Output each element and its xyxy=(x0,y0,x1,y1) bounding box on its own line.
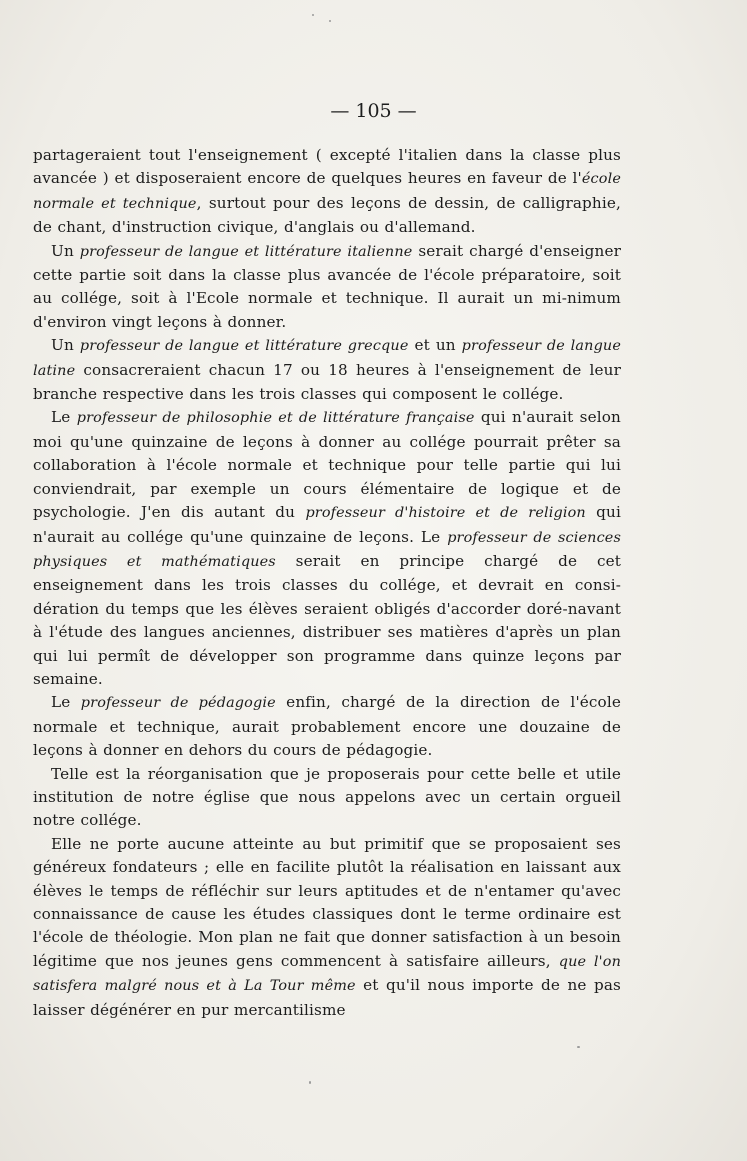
text-run: qui n'aurait au collége qu'une quinzaine de leçons. Le xyxy=(33,503,621,546)
text-run: et qu'il nous importe de ne pas laisser dégénérer en pur mercantilisme xyxy=(33,976,622,1019)
text-run: et un xyxy=(408,336,462,355)
italic-term: professeur de sciences physiques et mathématiques xyxy=(33,529,621,570)
italic-term: professeur de philosophie et de littérature française xyxy=(76,410,475,427)
italic-term: école normale et technique xyxy=(33,171,621,212)
scan-speck xyxy=(329,20,331,22)
text-run: serait en principe chargé de cet enseignement dans les trois classes du collége, et devrait en consi-dération du temps que les élèves seraient obligés d'accorder doré-navant à l'étude des langues anciennes, distribuer ses matières d'après un plan qui lui permît de développer son programme dans quinze leçons par semaine. xyxy=(33,551,621,688)
text-run: , surtout pour des leçons de dessin, de calligraphie, de chant, d'instruction civique, d'anglais ou d'allemand. xyxy=(33,193,621,237)
paragraph-p5 xyxy=(33,691,621,762)
scan-speck xyxy=(312,14,314,16)
text-run: qui n'aurait selon moi qu'une quinzaine de leçons à donner au collége pourrait prêter sa collaboration à l'école normale et technique pour telle partie qui lui conviendrait, par exemple un cours élémentaire de logique et de psychologie. J'en dis autant du xyxy=(33,408,621,522)
text-run: partageraient tout l'enseignement ( excepté l'italien dans la classe plus avancée ) et disposeraient encore de quelques heures en faveur de l' xyxy=(33,146,621,188)
text-run: Telle est la réorganisation que je proposerais pour cette belle et utile institution de notre église que nous appelons avec un certain orgueil notre collége. xyxy=(33,764,621,830)
paragraph-p3 xyxy=(33,334,621,406)
italic-term: professeur de langue et littérature italienne xyxy=(79,243,413,260)
text-run: Un xyxy=(51,336,80,355)
text-run: Un xyxy=(51,241,80,260)
italic-term: professeur de pédagogie xyxy=(80,695,276,712)
text-run: Le xyxy=(51,693,81,712)
italic-term: que l'on satisfera malgré nous et à La Tour même xyxy=(33,953,622,995)
paragraph-p2 xyxy=(33,240,621,335)
paragraph-p7 xyxy=(33,833,621,1022)
paragraph-p4 xyxy=(33,406,621,691)
text-run: Le xyxy=(51,408,77,427)
text-run: Elle ne porte aucune atteinte au but primitif que se proposaient ses généreux fondateurs ; elle en facilite plutôt la réalisation en laissant aux élèves le temps de réfléchir sur leurs aptitudes et de n'entamer qu'avec connaissance de cause les études classiques dont le terme ordinaire est l'école de théologie. Mon plan ne fait que donner satisfaction à un besoin légitime que nos jeunes gens commencent à satisfaire ailleurs, xyxy=(33,834,621,970)
paragraph-p6 xyxy=(33,763,621,833)
text-run: serait chargé d'enseigner cette partie soit dans la classe plus avancée de l'école préparatoire, soit au collége, soit à l'Ecole normale et technique. Il aurait un mi-nimum d'environ vingt leçons à donner. xyxy=(33,241,622,331)
page-number: — 105 — xyxy=(330,100,417,122)
scan-speck xyxy=(577,1046,580,1048)
body-text xyxy=(33,144,621,1022)
italic-term: professeur d'histoire et de religion xyxy=(305,505,586,522)
paragraph-p1 xyxy=(33,144,621,240)
scan-speck xyxy=(309,1081,311,1084)
text-run: enfin, chargé de la direction de l'école normale et technique, aurait probablement encore une douzaine de leçons à donner en dehors du cours de pédagogie. xyxy=(33,693,621,760)
italic-term: professeur de langue et littérature grecque xyxy=(79,338,409,355)
italic-term: professeur de langue latine xyxy=(33,338,622,379)
text-run: consacreraient chacun 17 ou 18 heures à l'enseignement de leur branche respective dans les trois classes qui composent le collége. xyxy=(33,360,621,404)
